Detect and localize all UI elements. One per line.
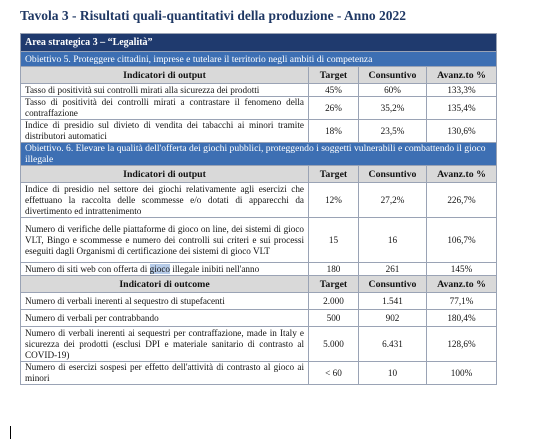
- indicator-cell: Tasso di positività sui controlli mirati alla sicurezza dei prodotti: [21, 84, 309, 97]
- indicator-text: Numero di siti web con offerta di: [25, 263, 150, 274]
- avanzamento-cell: 100%: [427, 362, 497, 385]
- header-output: Indicatori di output: [21, 166, 309, 183]
- avanzamento-cell: 130,6%: [427, 120, 497, 143]
- indicator-cell: Indice di presidio nel settore dei giochi relativamente agli esercizi che effettuano la raccolta delle scommesse e/o dotati di apparecchi da divertimento ed intrattenimento: [21, 183, 309, 218]
- consuntivo-cell: 23,5%: [359, 120, 427, 143]
- area-title: Area strategica 3 – “Legalità”: [21, 34, 497, 52]
- table-row: [21, 327, 497, 362]
- target-cell: 5.000: [309, 327, 359, 362]
- indicator-cell: Numero di esercizi sospesi per effetto dell'attività di contrasto al gioco ai minori: [21, 362, 309, 385]
- header-target: Target: [309, 166, 359, 183]
- target-cell: 180: [309, 263, 359, 276]
- table-title: Tavola 3 - Risultati quali-quantitativi della produzione - Anno 2022: [20, 8, 406, 23]
- text-cursor: [10, 426, 11, 439]
- header-avanzamento: Avanz.to %: [427, 67, 497, 84]
- avanzamento-cell: 226,7%: [427, 183, 497, 218]
- avanzamento-cell: 133,3%: [427, 84, 497, 97]
- header-avanzamento: Avanz.to %: [427, 276, 497, 293]
- target-cell: 15: [309, 218, 359, 263]
- consuntivo-cell: 35,2%: [359, 97, 427, 120]
- avanzamento-cell: 135,4%: [427, 97, 497, 120]
- target-cell: 45%: [309, 84, 359, 97]
- avanzamento-cell: 77,1%: [427, 293, 497, 310]
- avanzamento-cell: 180,4%: [427, 310, 497, 327]
- header-row: [21, 166, 497, 183]
- header-consuntivo: Consuntivo: [359, 166, 427, 183]
- avanzamento-cell: 106,7%: [427, 218, 497, 263]
- table-row: [21, 263, 497, 276]
- area-row: [21, 34, 497, 52]
- table-row: [21, 97, 497, 120]
- table-row: [21, 120, 497, 143]
- target-cell: 26%: [309, 97, 359, 120]
- consuntivo-cell: 16: [359, 218, 427, 263]
- table-row: [21, 293, 497, 310]
- consuntivo-cell: 10: [359, 362, 427, 385]
- objective-5-title: Obiettivo 5. Proteggere cittadini, imprese e tutelare il territorio negli ambiti di competenza: [21, 52, 497, 67]
- consuntivo-cell: 1.541: [359, 293, 427, 310]
- target-cell: < 60: [309, 362, 359, 385]
- target-cell: 2.000: [309, 293, 359, 310]
- header-output: Indicatori di output: [21, 67, 309, 84]
- indicator-cell: Numero di verifiche delle piattaforme di gioco on line, dei sistemi di gioco VLT, Bingo e scommesse e numero dei controlli sui criteri e sui processi eseguiti dagli Organismi di certificazione dei sistemi di gioco VLT: [21, 218, 309, 263]
- header-consuntivo: Consuntivo: [359, 276, 427, 293]
- indicator-cell: Numero di verbali inerenti al sequestro di stupefacenti: [21, 293, 309, 310]
- target-cell: 500: [309, 310, 359, 327]
- header-row: [21, 67, 497, 84]
- avanzamento-cell: 145%: [427, 263, 497, 276]
- table-row: [21, 183, 497, 218]
- target-cell: 12%: [309, 183, 359, 218]
- header-row: [21, 276, 497, 293]
- consuntivo-cell: 261: [359, 263, 427, 276]
- header-target: Target: [309, 67, 359, 84]
- table-row: [21, 218, 497, 263]
- indicator-text: illegale inibiti nell'anno: [170, 263, 260, 274]
- indicator-cell: Indice di presidio sul divieto di vendita dei tabacchi ai minori tramite distributori automatici: [21, 120, 309, 143]
- table-row: [21, 84, 497, 97]
- objective-6-title: Obiettivo. 6. Elevare la qualità dell'offerta dei giochi pubblici, proteggendo i soggetti vulnerabili e combattendo il gioco illegale: [21, 143, 497, 166]
- consuntivo-cell: 902: [359, 310, 427, 327]
- header-outcome: Indicatori di outcome: [21, 276, 309, 293]
- indicator-cell: Numero di verbali inerenti ai sequestri per contraffazione, made in Italy e sicurezza dei prodotti (esclusi DPI e materiale sanitario di contrasto al COVID-19): [21, 327, 309, 362]
- consuntivo-cell: 60%: [359, 84, 427, 97]
- target-cell: 18%: [309, 120, 359, 143]
- header-avanzamento: Avanz.to %: [427, 166, 497, 183]
- objective-row: [21, 52, 497, 67]
- consuntivo-cell: 27,2%: [359, 183, 427, 218]
- indicator-cell: Numero di verbali per contrabbando: [21, 310, 309, 327]
- selected-text[interactable]: gioco: [149, 263, 171, 274]
- table-row: [21, 310, 497, 327]
- table-row: [21, 362, 497, 385]
- consuntivo-cell: 6.431: [359, 327, 427, 362]
- indicator-cell: Tasso di positività dei controlli mirati a contrastare il fenomeno della contraffazione: [21, 97, 309, 120]
- results-table: [20, 33, 497, 385]
- indicator-cell: [21, 263, 309, 276]
- avanzamento-cell: 128,6%: [427, 327, 497, 362]
- objective-row: [21, 143, 497, 166]
- header-consuntivo: Consuntivo: [359, 67, 427, 84]
- header-target: Target: [309, 276, 359, 293]
